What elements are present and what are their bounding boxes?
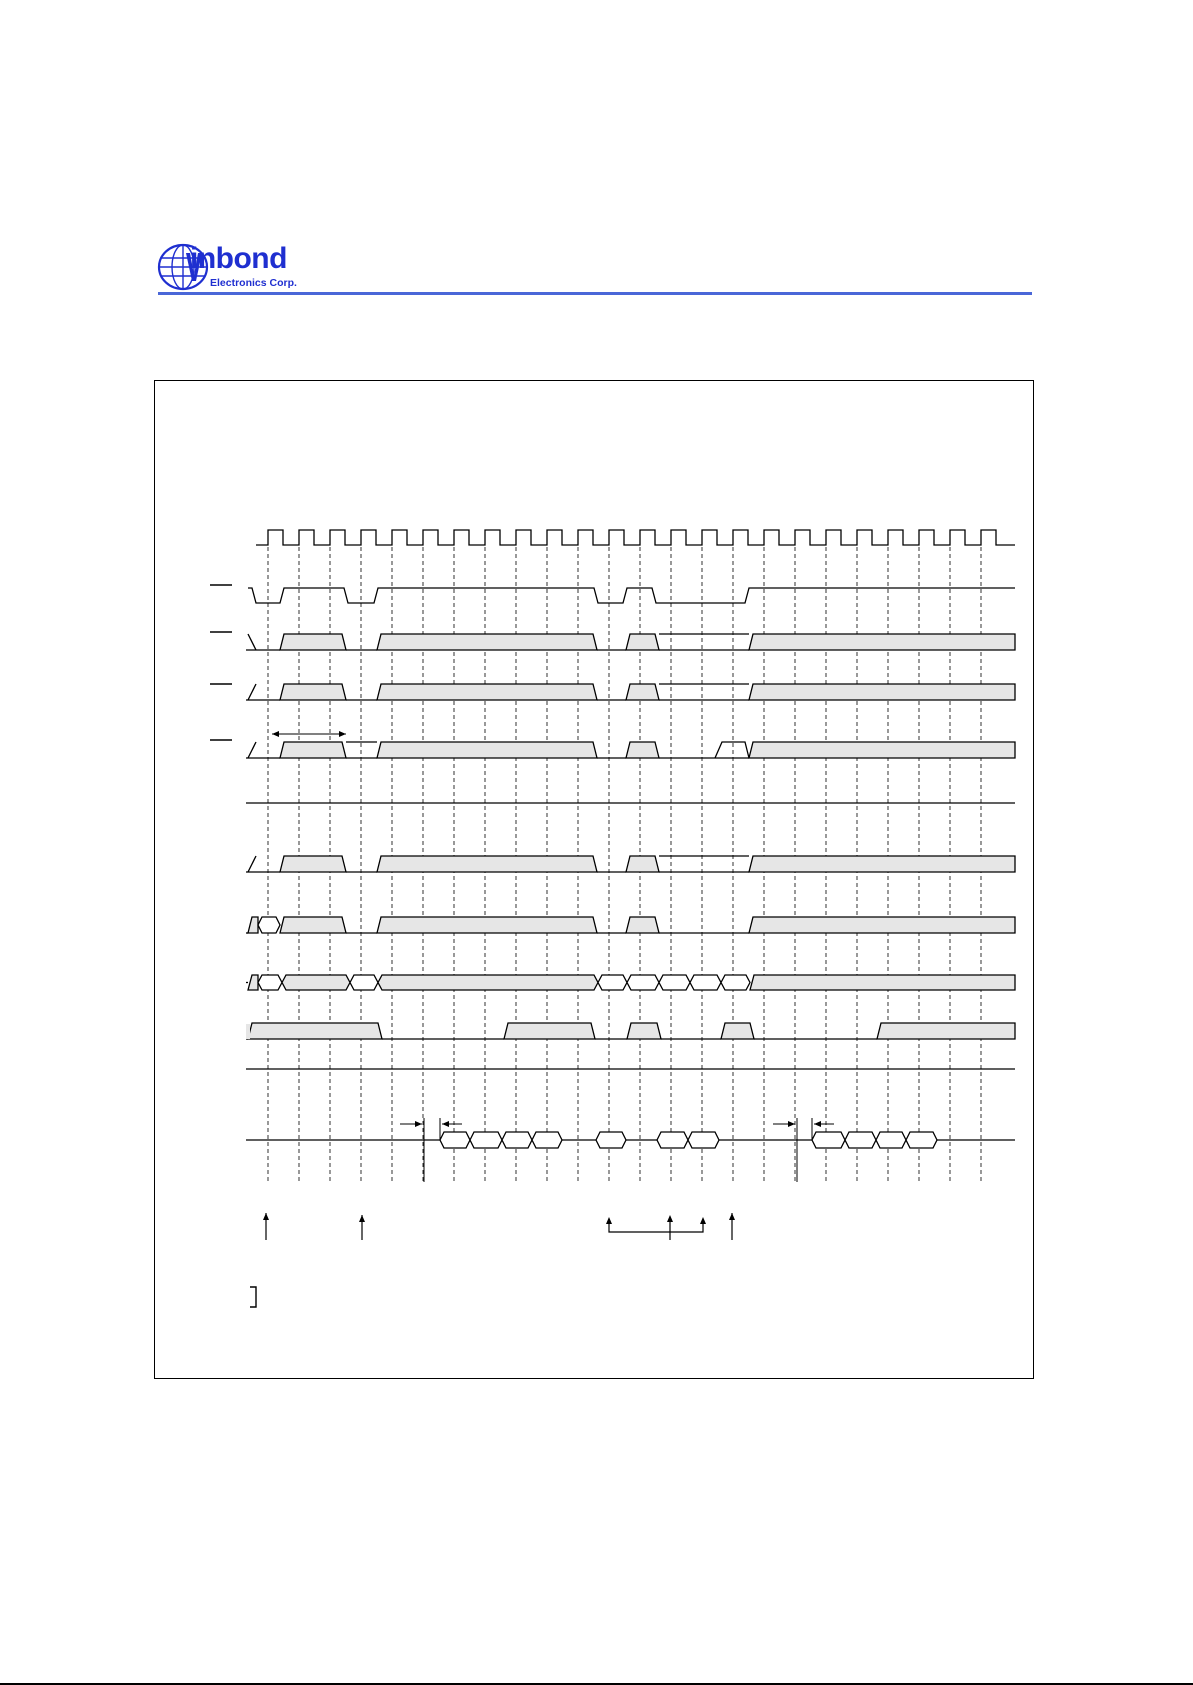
signal-row-9-cell-5 (877, 1023, 1015, 1039)
signal-row-11-cell-2 (470, 1132, 502, 1148)
row-11-arrowhead-out-2 (814, 1121, 821, 1127)
signal-row-3-cell-2 (377, 684, 597, 700)
row-2-lead (248, 634, 256, 650)
event-bracket-arrowhead-2 (667, 1215, 673, 1222)
signal-row-11-cell-8 (812, 1132, 845, 1148)
event-bracket-arrowhead-1 (606, 1217, 612, 1224)
signal-waveforms (246, 588, 1015, 1148)
signal-row-3-cell-1 (280, 684, 346, 700)
clock-waveform (256, 530, 1015, 545)
row-9-lead-fill (246, 1024, 250, 1039)
signal-row-8-cell-5 (378, 975, 598, 990)
signal-row-11-cell-4 (532, 1132, 562, 1148)
row-11-arrowhead-in-1 (415, 1121, 422, 1127)
signal-row-8-cell-10 (721, 975, 750, 990)
signal-row-2-cell-2 (377, 634, 597, 650)
clock-line (256, 530, 1015, 545)
signal-row-6-cell-1 (280, 856, 346, 872)
event-arrowhead-1 (263, 1213, 269, 1220)
signal-row-1 (248, 588, 1015, 603)
signal-row-9-cell-1 (248, 1023, 382, 1039)
event-bracket-arrowhead-3 (700, 1217, 706, 1224)
signal-row-7-cell-1 (248, 917, 258, 933)
signal-row-6-cell-4 (749, 856, 1015, 872)
signal-row-11-cell-11 (906, 1132, 937, 1148)
signal-row-3-cell-4 (749, 684, 1015, 700)
signal-row-4-cell-2 (377, 742, 597, 758)
signal-row-11-cell-9 (845, 1132, 876, 1148)
event-bracket (609, 1219, 703, 1240)
signal-row-11-cell-10 (876, 1132, 906, 1148)
signal-row-8-cell-4 (350, 975, 378, 990)
signal-row-3-cell-3 (626, 684, 659, 700)
signal-row-7-cell-2 (258, 917, 280, 933)
row-3-lead (248, 684, 256, 700)
signal-row-2-cell-3 (626, 634, 659, 650)
row-11-arrowhead-in-2 (788, 1121, 795, 1127)
signal-row-8-cell-8 (659, 975, 690, 990)
signal-row-8-cell-1 (248, 975, 258, 990)
row-6-lead (248, 856, 256, 872)
signal-row-8-cell-6 (598, 975, 627, 990)
signal-row-8 (246, 975, 1015, 990)
signal-row-2-cell-4 (749, 634, 1015, 650)
signal-row-11-cell-1 (440, 1132, 470, 1148)
signal-row-8-cell-2 (258, 975, 282, 990)
row-4-lead (248, 742, 256, 758)
signal-row-4-cell-4 (749, 742, 1015, 758)
signal-row-11-cell-5 (596, 1132, 626, 1148)
signal-row-7-cell-3 (280, 917, 346, 933)
signal-row-8-cell-11 (750, 975, 1015, 990)
signal-row-11-cell-7 (688, 1132, 719, 1148)
signal-row-7-cell-4 (377, 917, 597, 933)
signal-row-7-cell-6 (749, 917, 1015, 933)
row-11-arrowhead-out-1 (442, 1121, 449, 1127)
event-arrowhead-2 (359, 1215, 365, 1222)
signal-row-8-cell-3 (282, 975, 350, 990)
signal-row-2-cell-1 (280, 634, 346, 650)
logo-subtitle: Electronics Corp. (210, 277, 297, 289)
signal-row-8-cell-9 (690, 975, 721, 990)
signal-row-4-cell-3 (626, 742, 659, 758)
event-arrowhead-3 (729, 1213, 735, 1220)
logo-wordmark: inbond (190, 242, 287, 275)
signal-row-11-cell-3 (502, 1132, 532, 1148)
signal-row-6-cell-3 (626, 856, 659, 872)
legend-bracket (250, 1287, 256, 1307)
signal-row-9-cell-4 (721, 1023, 754, 1039)
signal-row-11-cell-6 (657, 1132, 688, 1148)
signal-row-9-cell-3 (627, 1023, 661, 1039)
signal-row-6-cell-2 (377, 856, 597, 872)
signal-row-7-cell-5 (626, 917, 659, 933)
signal-row-9-cell-2 (504, 1023, 595, 1039)
signal-row-9 (246, 1023, 1015, 1039)
signal-row-8-cell-7 (627, 975, 659, 990)
signal-row-4-cell-1 (280, 742, 346, 758)
